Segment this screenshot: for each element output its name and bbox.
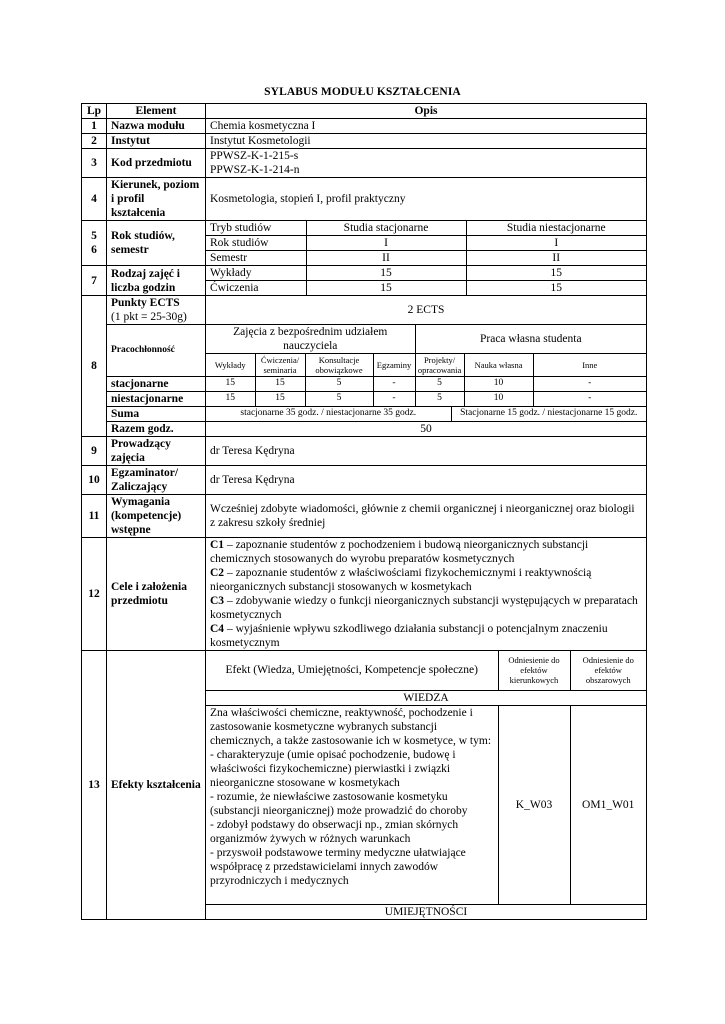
knowledge-outcome xyxy=(206,706,498,905)
row-number: 10 xyxy=(82,465,107,494)
outcome-line: Zna właściwości chemiczne, reaktywność, pochodzenie i zastosowanie kosmetyczne wybranych substancji chemicznych, a także zastosowanie ich w kosmetyce, w tym: xyxy=(210,707,492,747)
row-number: 1 xyxy=(82,119,107,134)
row-number-6: 6 xyxy=(91,244,97,256)
table-cell: 15 xyxy=(255,392,305,406)
lectures-label: Wykłady xyxy=(206,266,306,281)
col-exercises: Ćwiczenia/ seminaria xyxy=(255,354,305,376)
row-number-5: 5 xyxy=(91,230,97,242)
row-prerequisites xyxy=(82,494,647,537)
goal-text: – zapoznanie studentów z właściwościami fizykochemicznymi i reaktywnością nieorganicznych substancji stosowanych w kosmetykach xyxy=(210,566,592,593)
year-semester-grid xyxy=(206,221,647,266)
row-number xyxy=(82,221,107,266)
row-label: Rok studiów, semestr xyxy=(107,221,206,266)
outcome-line: - charakteryzuje (umie opisać pochodzenie, budowę i właściwości fizykochemiczne) pierwiastki i związki nieorganiczne stosowane w kosmetykach xyxy=(210,749,456,789)
stationary-hours-grid xyxy=(206,376,647,391)
extramural-label: niestacjonarne xyxy=(107,391,206,406)
field-reference-header: Odniesienie do efektów kierunkowych xyxy=(498,651,570,691)
exercises-extramural: 15 xyxy=(466,281,646,296)
goal-item xyxy=(210,566,642,594)
exercises-label: Ćwiczenia xyxy=(206,281,306,296)
goals-list xyxy=(206,537,647,650)
row-number: 9 xyxy=(82,436,107,465)
course-code-value xyxy=(206,149,647,178)
row-label: Kod przedmiotu xyxy=(107,149,206,178)
sum-grid xyxy=(206,406,647,421)
examiner-value: dr Teresa Kędryna xyxy=(206,465,647,494)
study-mode-label: Tryb studiów xyxy=(206,221,306,236)
row-label: Instytut xyxy=(107,134,206,149)
goal-item xyxy=(210,538,642,566)
row-number: 11 xyxy=(82,494,107,537)
row-course-code xyxy=(82,149,647,178)
row-institute xyxy=(82,134,647,149)
learning-outcomes-grid xyxy=(206,650,647,920)
goal-code: C4 xyxy=(210,622,225,635)
goal-code: C1 xyxy=(210,538,225,551)
col-lectures: Wykłady xyxy=(206,354,255,376)
module-name-value: Chemia kosmetyczna I xyxy=(206,119,647,134)
header-lp: Lp xyxy=(82,104,107,119)
semester-extramural: II xyxy=(466,251,646,266)
exercises-stationary: 15 xyxy=(306,281,466,296)
outcome-line: - przyswoił podstawowe terminy medyczne ułatwiające współpracę z przedstawicielami innych zawodów przyrodniczych i medycznych xyxy=(210,847,466,887)
stationary-label: stacjonarne xyxy=(107,376,206,391)
prerequisites-value: Wcześniej zdobyte wiadomości, głównie z chemii organicznej i nieorganicznej oraz biologii z zakresu szkoły średniej xyxy=(206,494,647,537)
row-label: Kierunek, poziom i profil kształcenia xyxy=(107,178,206,221)
col-consultations: Konsultacje obowiązkowe xyxy=(305,354,373,376)
sum-contact: stacjonarne 35 godz. / niestacjonarne 35 godz. xyxy=(206,407,451,421)
workload-label: Pracochłonność xyxy=(107,325,206,377)
table-cell: - xyxy=(533,377,646,391)
outcome-line: - zdobył podstawy do obserwacji np., zmian skórnych organizmów żywych w różnych warunkach xyxy=(210,819,459,845)
ects-label: Punkty ECTS xyxy=(111,297,180,309)
row-number: 7 xyxy=(82,266,107,296)
semester-stationary: II xyxy=(306,251,466,266)
syllabus-table xyxy=(81,103,647,920)
goal-item xyxy=(210,594,642,622)
table-cell: - xyxy=(373,392,415,406)
row-label: Prowadzący zajęcia xyxy=(107,436,206,465)
institute-value: Instytut Kosmetologii xyxy=(206,134,647,149)
instructor-value: dr Teresa Kędryna xyxy=(206,436,647,465)
goal-text: – zdobywanie wiedzy o funkcji nieorganicznych substancji występujących w preparatach kosmetycznych xyxy=(210,594,638,621)
outcome-header: Efekt (Wiedza, Umiejętności, Kompetencje społeczne) xyxy=(206,651,498,691)
row-number: 13 xyxy=(82,650,107,920)
course-code-extramural: PPWSZ-K-1-214-n xyxy=(210,164,300,176)
row-year-semester xyxy=(82,221,647,266)
ects-sub: (1 pkt = 25-30g) xyxy=(111,311,187,323)
field-reference-code: K_W03 xyxy=(498,706,570,905)
row-label: Efekty kształcenia xyxy=(107,650,206,920)
goal-code: C2 xyxy=(210,566,225,579)
header-row xyxy=(82,104,647,119)
goal-text: – zapoznanie studentów z pochodzeniem i budową nieorganicznych substancji chemicznych stosowanych do wyrobu preparatów kosmetycznych xyxy=(210,538,589,565)
table-cell: 5 xyxy=(415,377,464,391)
row-extramural-hours xyxy=(82,391,647,406)
knowledge-header: WIEDZA xyxy=(206,691,646,706)
table-cell: - xyxy=(373,377,415,391)
row-stationary-hours xyxy=(82,376,647,391)
year-stationary: I xyxy=(306,236,466,251)
row-examiner xyxy=(82,465,647,494)
area-reference-code: OM1_W01 xyxy=(570,706,646,905)
row-number: 3 xyxy=(82,149,107,178)
table-cell: 10 xyxy=(464,377,533,391)
total-value: 50 xyxy=(206,421,647,436)
row-instructor xyxy=(82,436,647,465)
row-field-of-study xyxy=(82,178,647,221)
table-cell: 5 xyxy=(305,377,373,391)
header-element: Element xyxy=(107,104,206,119)
table-cell: 15 xyxy=(206,392,255,406)
row-total-hours xyxy=(82,421,647,436)
row-number: 2 xyxy=(82,134,107,149)
lectures-extramural: 15 xyxy=(466,266,646,281)
document-title: SYLABUS MODUŁU KSZTAŁCENIA xyxy=(264,86,461,98)
goal-text: – wyjaśnienie wpływu szkodliwego działania substancji o potencjalnym znaczeniu kosmetycznym xyxy=(210,622,608,649)
area-reference-header: Odniesienie do efektów obszarowych xyxy=(570,651,646,691)
course-code-stationary: PPWSZ-K-1-215-s xyxy=(210,150,299,162)
class-hours-grid xyxy=(206,266,647,296)
row-label: Cele i założenia przedmiotu xyxy=(107,537,206,650)
total-label: Razem godz. xyxy=(107,421,206,436)
contact-hours-header: Zajęcia z bezpośrednim udziałem nauczyciela xyxy=(206,325,415,354)
ects-value: 2 ECTS xyxy=(206,296,647,325)
sum-label: Suma xyxy=(107,406,206,421)
row-module-name xyxy=(82,119,647,134)
row-label: Nazwa modułu xyxy=(107,119,206,134)
row-class-hours xyxy=(82,266,647,296)
header-opis: Opis xyxy=(206,104,647,119)
row-number: 8 xyxy=(82,296,107,437)
col-projects: Projekty/ opracowania xyxy=(415,354,464,376)
skills-header: UMIEJĘTNOŚCI xyxy=(206,905,646,920)
semester-label: Semestr xyxy=(206,251,306,266)
col-self-learning: Nauka własna xyxy=(464,354,533,376)
table-cell: 15 xyxy=(206,377,255,391)
stationary-header: Studia stacjonarne xyxy=(306,221,466,236)
row-number: 12 xyxy=(82,537,107,650)
outcome-line: - rozumie, że niewłaściwe zastosowanie kosmetyku (substancji nieorganicznej) może prowadzić do choroby xyxy=(210,791,468,817)
extramural-header: Studia niestacjonarne xyxy=(466,221,646,236)
ects-label-cell xyxy=(107,296,206,325)
goal-item xyxy=(210,622,642,650)
row-learning-outcomes xyxy=(82,650,647,920)
table-cell: 5 xyxy=(305,392,373,406)
sum-self-study: Stacjonarne 15 godz. / niestacjonarne 15 godz. xyxy=(451,407,646,421)
col-other: Inne xyxy=(533,354,646,376)
row-label: Egzaminator/ Zaliczający xyxy=(107,465,206,494)
row-number: 4 xyxy=(82,178,107,221)
self-study-header: Praca własna studenta xyxy=(415,325,646,354)
workload-grid xyxy=(206,325,647,377)
table-cell: 15 xyxy=(255,377,305,391)
row-ects xyxy=(82,296,647,325)
row-sum xyxy=(82,406,647,421)
row-workload xyxy=(82,325,647,377)
extramural-hours-grid xyxy=(206,391,647,406)
table-cell: - xyxy=(533,392,646,406)
table-cell: 10 xyxy=(464,392,533,406)
lectures-stationary: 15 xyxy=(306,266,466,281)
field-of-study-value: Kosmetologia, stopień I, profil praktyczny xyxy=(206,178,647,221)
row-goals xyxy=(82,537,647,650)
table-cell: 5 xyxy=(415,392,464,406)
row-label: Wymagania (kompetencje) wstępne xyxy=(107,494,206,537)
goal-code: C3 xyxy=(210,594,225,607)
year-extramural: I xyxy=(466,236,646,251)
year-label: Rok studiów xyxy=(206,236,306,251)
row-label: Rodzaj zajęć i liczba godzin xyxy=(107,266,206,296)
col-exams: Egzaminy xyxy=(373,354,415,376)
